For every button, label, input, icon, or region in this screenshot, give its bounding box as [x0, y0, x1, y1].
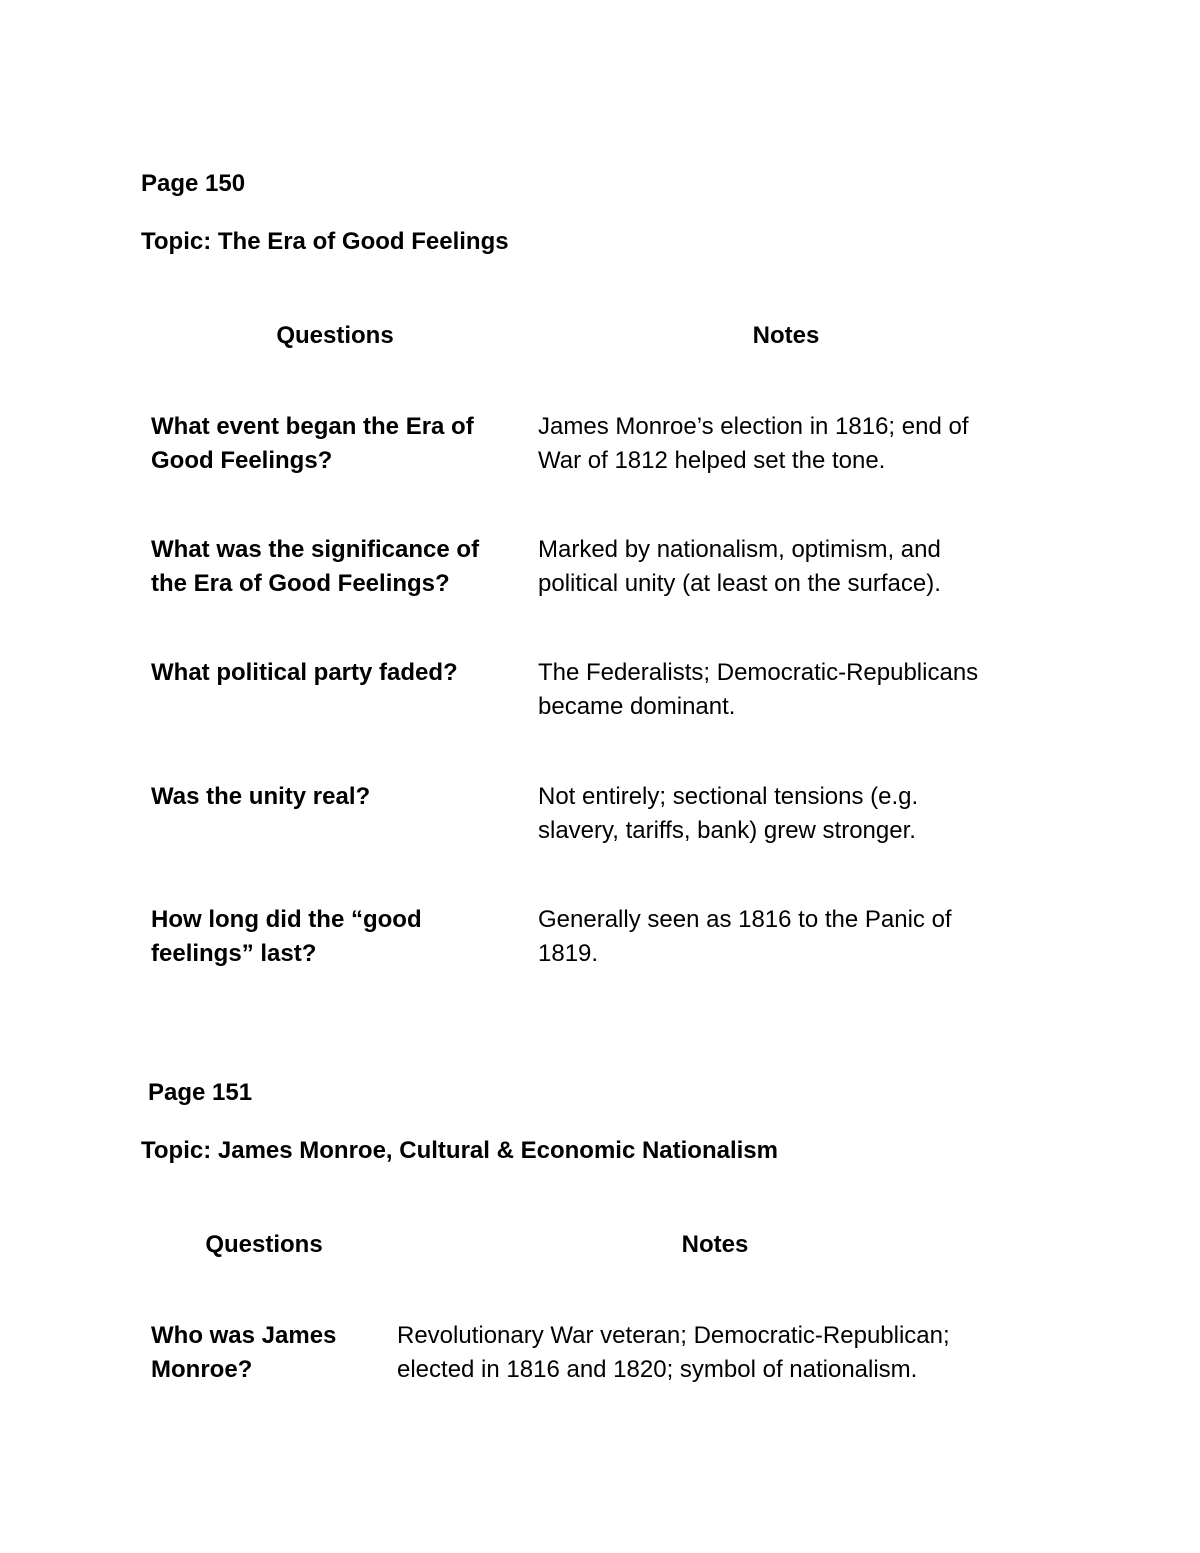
column-header-notes: Notes — [681, 1231, 749, 1258]
note-cell — [538, 780, 1058, 848]
question-line: Good Feelings? — [151, 447, 333, 474]
note-line: Revolutionary War veteran; Democratic-Republican; — [397, 1322, 950, 1349]
note-line: Marked by nationalism, optimism, and — [538, 536, 941, 563]
note-line: elected in 1816 and 1820; symbol of nationalism. — [397, 1356, 918, 1383]
column-header-questions: Questions — [276, 322, 394, 349]
topic-heading: Topic: The Era of Good Feelings — [141, 228, 509, 255]
note-cell — [538, 656, 1058, 724]
note-cell — [538, 410, 1058, 478]
note-line: slavery, tariffs, bank) grew stronger. — [538, 817, 916, 844]
column-header-questions: Questions — [205, 1231, 323, 1258]
question-cell — [151, 533, 521, 601]
question-line: the Era of Good Feelings? — [151, 570, 450, 597]
note-line: The Federalists; Democratic-Republicans — [538, 659, 979, 686]
note-line: Not entirely; sectional tensions (e.g. — [538, 783, 919, 810]
question-line: Monroe? — [151, 1356, 253, 1383]
note-line: 1819. — [538, 940, 599, 967]
question-line: What political party faded? — [151, 659, 458, 686]
question-cell — [151, 656, 521, 690]
note-cell — [397, 1319, 1097, 1387]
note-line: James Monroe’s election in 1816; end of — [538, 413, 969, 440]
question-cell — [151, 903, 521, 971]
question-cell — [151, 780, 521, 814]
note-cell — [538, 533, 1058, 601]
question-line: feelings” last? — [151, 940, 317, 967]
page-label: Page 150 — [141, 170, 246, 197]
note-line: War of 1812 helped set the tone. — [538, 447, 886, 474]
question-line: What event began the Era of — [151, 413, 474, 440]
note-line: became dominant. — [538, 693, 736, 720]
note-line: Generally seen as 1816 to the Panic of — [538, 906, 952, 933]
column-header-notes: Notes — [752, 322, 820, 349]
question-line: Who was James — [151, 1322, 337, 1349]
topic-heading: Topic: James Monroe, Cultural & Economic Nationalism — [141, 1137, 778, 1164]
page-label: Page 151 — [148, 1079, 253, 1106]
question-cell — [151, 1319, 381, 1387]
question-line: What was the significance of — [151, 536, 480, 563]
question-cell — [151, 410, 521, 478]
note-cell — [538, 903, 1058, 971]
question-line: How long did the “good — [151, 906, 422, 933]
note-line: political unity (at least on the surface). — [538, 570, 941, 597]
question-line: Was the unity real? — [151, 783, 371, 810]
